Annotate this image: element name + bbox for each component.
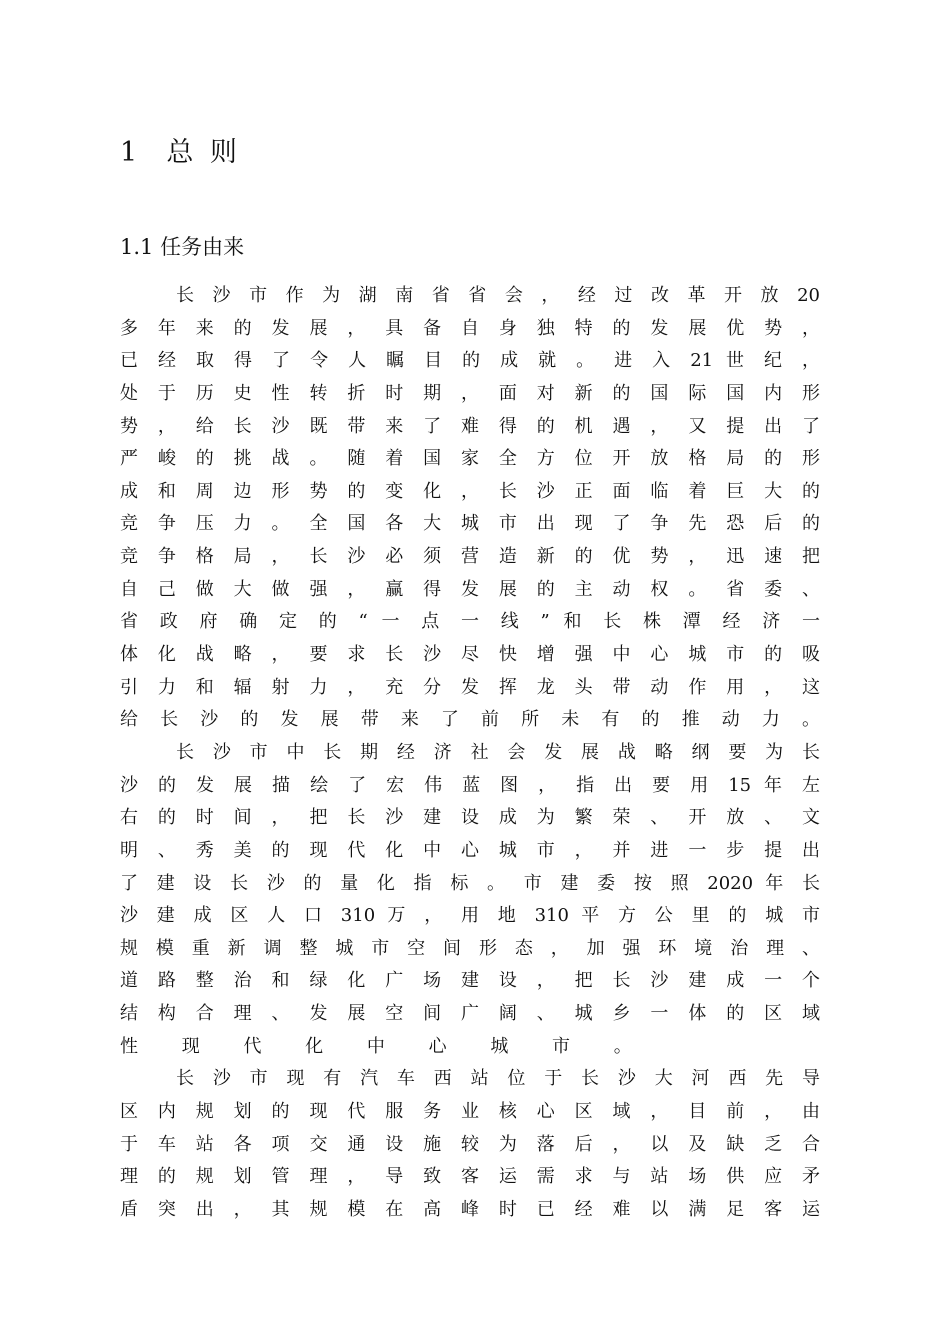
paragraph-2-line-2: 沙 的 发 展 描 绘 了 宏 伟 蓝 图 ， 指 出 要 用 15 年 左 bbox=[120, 774, 820, 796]
paragraph-3-line-2: 区 内 规 划 的 现 代 服 务 业 核 心 区 域 ， 目 前 ， 由 bbox=[120, 1101, 820, 1123]
paragraph-1-line-2: 多 年 来 的 发 展 ， 具 备 自 身 独 特 的 发 展 优 势 ， bbox=[120, 317, 820, 339]
paragraph-1-line-5: 势 ， 给 长 沙 既 带 来 了 难 得 的 机 遇 ， 又 提 出 了 bbox=[120, 415, 820, 437]
chapter-title: 1 总 则 bbox=[120, 137, 241, 168]
paragraph-1-line-11: 省 政 府 确 定 的 “ 一 点 一 线 ” 和 长 株 潭 经 济 一 bbox=[120, 611, 820, 633]
section-title: 1.1 任务由来 bbox=[120, 235, 245, 259]
paragraph-1-line-6: 严 峻 的 挑 战 。 随 着 国 家 全 方 位 开 放 格 局 的 形 bbox=[120, 448, 820, 470]
paragraph-1-line-7: 成 和 周 边 形 势 的 变 化 ， 长 沙 正 面 临 着 巨 大 的 bbox=[120, 480, 820, 502]
paragraph-1-line-12: 体 化 战 略 ， 要 求 长 沙 尽 快 增 强 中 心 城 市 的 吸 bbox=[120, 644, 820, 666]
paragraph-2-line-9: 结 构 合 理 、 发 展 空 间 广 阔 、 城 乡 一 体 的 区 域 bbox=[120, 1003, 820, 1025]
paragraph-1-line-13: 引 力 和 辐 射 力 ， 充 分 发 挥 龙 头 带 动 作 用 ， 这 bbox=[120, 676, 820, 698]
paragraph-2-line-6: 沙 建 成 区 人 口 310 万 ， 用 地 310 平 方 公 里 的 城 市 bbox=[120, 905, 820, 927]
paragraph-2-line-5: 了 建 设 长 沙 的 量 化 指 标 。 市 建 委 按 照 2020 年 长 bbox=[120, 872, 820, 894]
paragraph-2-line-8: 道 路 整 治 和 绿 化 广 场 建 设 ， 把 长 沙 建 成 一 个 bbox=[120, 970, 820, 992]
paragraph-1-line-3: 已 经 取 得 了 令 人 瞩 目 的 成 就 。 进 入 21 世 纪 ， bbox=[120, 350, 820, 372]
paragraph-2-line-4: 明 、 秀 美 的 现 代 化 中 心 城 市 ， 并 进 一 步 提 出 bbox=[120, 839, 820, 861]
body-text bbox=[120, 280, 820, 1227]
paragraph-2-line-3: 右 的 时 间 ， 把 长 沙 建 设 成 为 繁 荣 、 开 放 、 文 bbox=[120, 807, 820, 829]
paragraph-1-line-1: 长 沙 市 作 为 湖 南 省 省 会 ， 经 过 改 革 开 放 20 bbox=[176, 285, 820, 306]
paragraph-1-line-14: 给 长 沙 的 发 展 带 来 了 前 所 未 有 的 推 动 力 。 bbox=[120, 709, 820, 731]
paragraph-1-line-8: 竞 争 压 力 。 全 国 各 大 城 市 出 现 了 争 先 恐 后 的 bbox=[120, 513, 820, 535]
paragraph-1-line-4: 处 于 历 史 性 转 折 时 期 ， 面 对 新 的 国 际 国 内 形 bbox=[120, 382, 820, 404]
paragraph-1-line-10: 自 己 做 大 做 强 ， 赢 得 发 展 的 主 动 权 。 省 委 、 bbox=[120, 578, 820, 600]
paragraph-3-line-1: 长 沙 市 现 有 汽 车 西 站 位 于 长 沙 大 河 西 先 导 bbox=[176, 1068, 820, 1090]
paragraph-1-line-9: 竞 争 格 局 ， 长 沙 必 须 营 造 新 的 优 势 ， 迅 速 把 bbox=[120, 546, 820, 568]
paragraph-2-line-1: 长 沙 市 中 长 期 经 济 社 会 发 展 战 略 纲 要 为 长 bbox=[176, 741, 820, 763]
paragraph-2-line-10: 性 现 代 化 中 心 城 市 。 bbox=[120, 1035, 651, 1057]
paragraph-3-line-4: 理 的 规 划 管 理 ， 导 致 客 运 需 求 与 站 场 供 应 矛 bbox=[120, 1166, 820, 1188]
paragraph-3-line-3: 于 车 站 各 项 交 通 设 施 较 为 落 后 ， 以 及 缺 乏 合 bbox=[120, 1133, 820, 1155]
paragraph-2-line-7: 规 模 重 新 调 整 城 市 空 间 形 态 ， 加 强 环 境 治 理 、 bbox=[120, 937, 820, 959]
paragraph-3-line-5: 盾 突 出 ， 其 规 模 在 高 峰 时 已 经 难 以 满 足 客 运 bbox=[120, 1198, 820, 1220]
